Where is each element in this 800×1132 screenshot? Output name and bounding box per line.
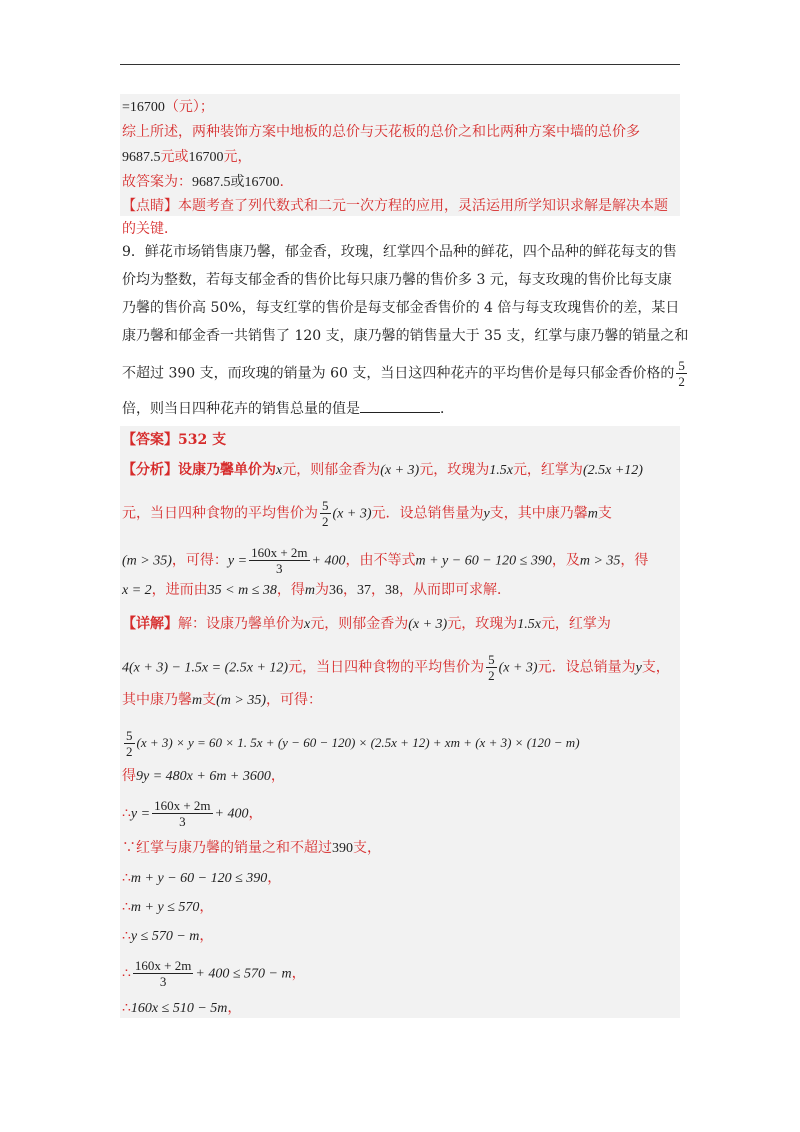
analysis-line-4: x = 2，进而由35 < m ≤ 38，得m为36，37，38，从而即可求解． (122, 582, 512, 598)
detail-equation-9y: 得9y = 480x + 6m + 3600， (122, 768, 285, 784)
detail-because-line: ∵红掌与康乃馨的销量之和不超过390支， (122, 840, 381, 856)
prev-answer-line: 故答案为：9687.5或16700. (122, 174, 284, 190)
analysis-line-3: (m > 35)，可得：y = $\frac{160x + 2m}{3}$ + 400，由不等式m + y − 60 − 120 ≤ 390，及m > 35，得 (122, 545, 649, 576)
detail-step-y: ∴y = $\frac{160x + 2m}{3}$ + 400， (122, 798, 263, 829)
detail-equation-main: $\frac{5}{2}$ (x + 3) × y = 60 × 1. 5x + (y − 60 − 120) × (2.5x + 12) + xm + (x + 3) × (120 − m) (126, 728, 580, 759)
question-line-3: 乃馨的售价高 50%，每支红掌的售价是每支郁金香售价的 4 倍与每支玫瑰售价的差，某日 (122, 300, 680, 316)
prev-comment-line-1: 【点睛】本题考查了列代数式和二元一次方程的应用，灵活运用所学知识求解是解决本题 (122, 198, 668, 214)
detail-line-3: 其中康乃馨m支(m > 35)，可得： (122, 692, 323, 708)
prev-summary-line-2: 9687.5元或16700元， (122, 149, 252, 165)
detail-line-2: 4(x + 3) − 1.5x = (2.5x + 12)元，当日四种食物的平均售价为 $\frac{5}{2}$ (x + 3)元．设总销量为y支， (122, 652, 670, 683)
question-line-2: 价均为整数，若每支郁金香的售价比每只康乃馨的售价多 3 元，每支玫瑰的售价比每支康 (122, 272, 672, 288)
prev-comment-line-2: 的关键． (122, 221, 178, 237)
detail-line-1: 【详解】解：设康乃馨单价为x元，则郁金香为(x + 3)元，玫瑰为1.5x元，红掌为 (122, 616, 611, 632)
detail-step-ineq-1: ∴m + y − 60 − 120 ≤ 390， (122, 870, 282, 886)
detail-step-ineq-2: ∴m + y ≤ 570， (122, 899, 214, 915)
header-rule (120, 64, 680, 65)
answer-blank (360, 398, 440, 413)
detail-step-ineq-4: ∴ $\frac{160x + 2m}{3}$ + 400 ≤ 570 − m， (122, 958, 306, 989)
analysis-line-2: 元，当日四种食物的平均售价为 $\frac{5}{2}$ (x + 3)元．设总销售量为y支，其中康乃馨m支 (122, 498, 612, 529)
detail-step-ineq-3: ∴y ≤ 570 − m， (122, 928, 214, 944)
question-line-1: 9．鲜花市场销售康乃馨，郁金香，玫瑰，红掌四个品种的鲜花，四个品种的鲜花每支的售 (122, 244, 677, 260)
answer-line: 【答案】532 支 (122, 432, 227, 448)
question-line-6: 倍，则当日四种花卉的销售总量的值是 ． (122, 398, 454, 419)
question-line-4: 康乃馨和郁金香一共销售了 120 支，康乃馨的销售量大于 35 支，红掌与康乃馨的销量之和 (122, 328, 689, 344)
prev-line-1: =16700（元）； (122, 99, 214, 115)
fraction-five-halves: $\frac{5}{2}$ (678, 358, 685, 389)
analysis-line-1: 【分析】设康乃馨单价为x元，则郁金香为(x + 3)元，玫瑰为1.5x元，红掌为(2.5x +12) (122, 462, 643, 478)
prev-summary-line-1: 综上所述，两种装饰方案中地板的总价与天花板的总价之和比两种方案中墙的总价多 (122, 124, 640, 140)
question-line-5: 不超过 390 支，而玫瑰的销量为 60 支，当日这四种花卉的平均售价是每只郁金香价格的 $\frac{5}{2}$ (122, 358, 685, 389)
detail-step-ineq-5: ∴160x ≤ 510 − 5m， (122, 1000, 242, 1016)
